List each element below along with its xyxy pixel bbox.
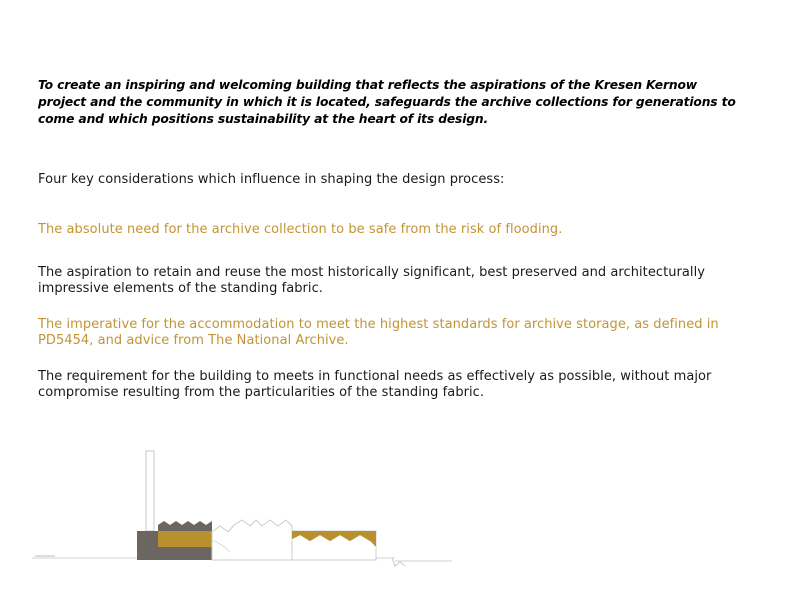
sawtooth-roof — [158, 521, 212, 531]
chimney — [146, 451, 154, 531]
intro-statement: To create an inspiring and welcoming building that reflects the aspirations of the Kresen Kernow project and the community in which it is located, safeguards the archive collections for generations to come and which positions sustainability at the heart of its design. — [38, 78, 736, 126]
main-building-outline — [212, 520, 292, 560]
consideration-functional: The requirement for the building to meets in functional needs as effectively as possible, without major compromise resulting from the particularities of the standing fabric. — [38, 369, 712, 400]
ground-step — [392, 558, 405, 566]
consideration-fabric: The aspiration to retain and reuse the most historically significant, best preserved and architecturally impressive elements of the standing fabric. — [38, 265, 705, 296]
consideration-flooding: The absolute need for the archive collection to be safe from the risk of flooding. — [38, 222, 563, 237]
considerations-lead: Four key considerations which influence in shaping the design process: — [38, 172, 505, 187]
gold-band — [158, 531, 212, 547]
building-elevation-icon — [30, 440, 460, 575]
consideration-storage: The imperative for the accommodation to meet the highest standards for archive storage, as defined in PD5454, and advice from The National Archive. — [38, 317, 719, 348]
